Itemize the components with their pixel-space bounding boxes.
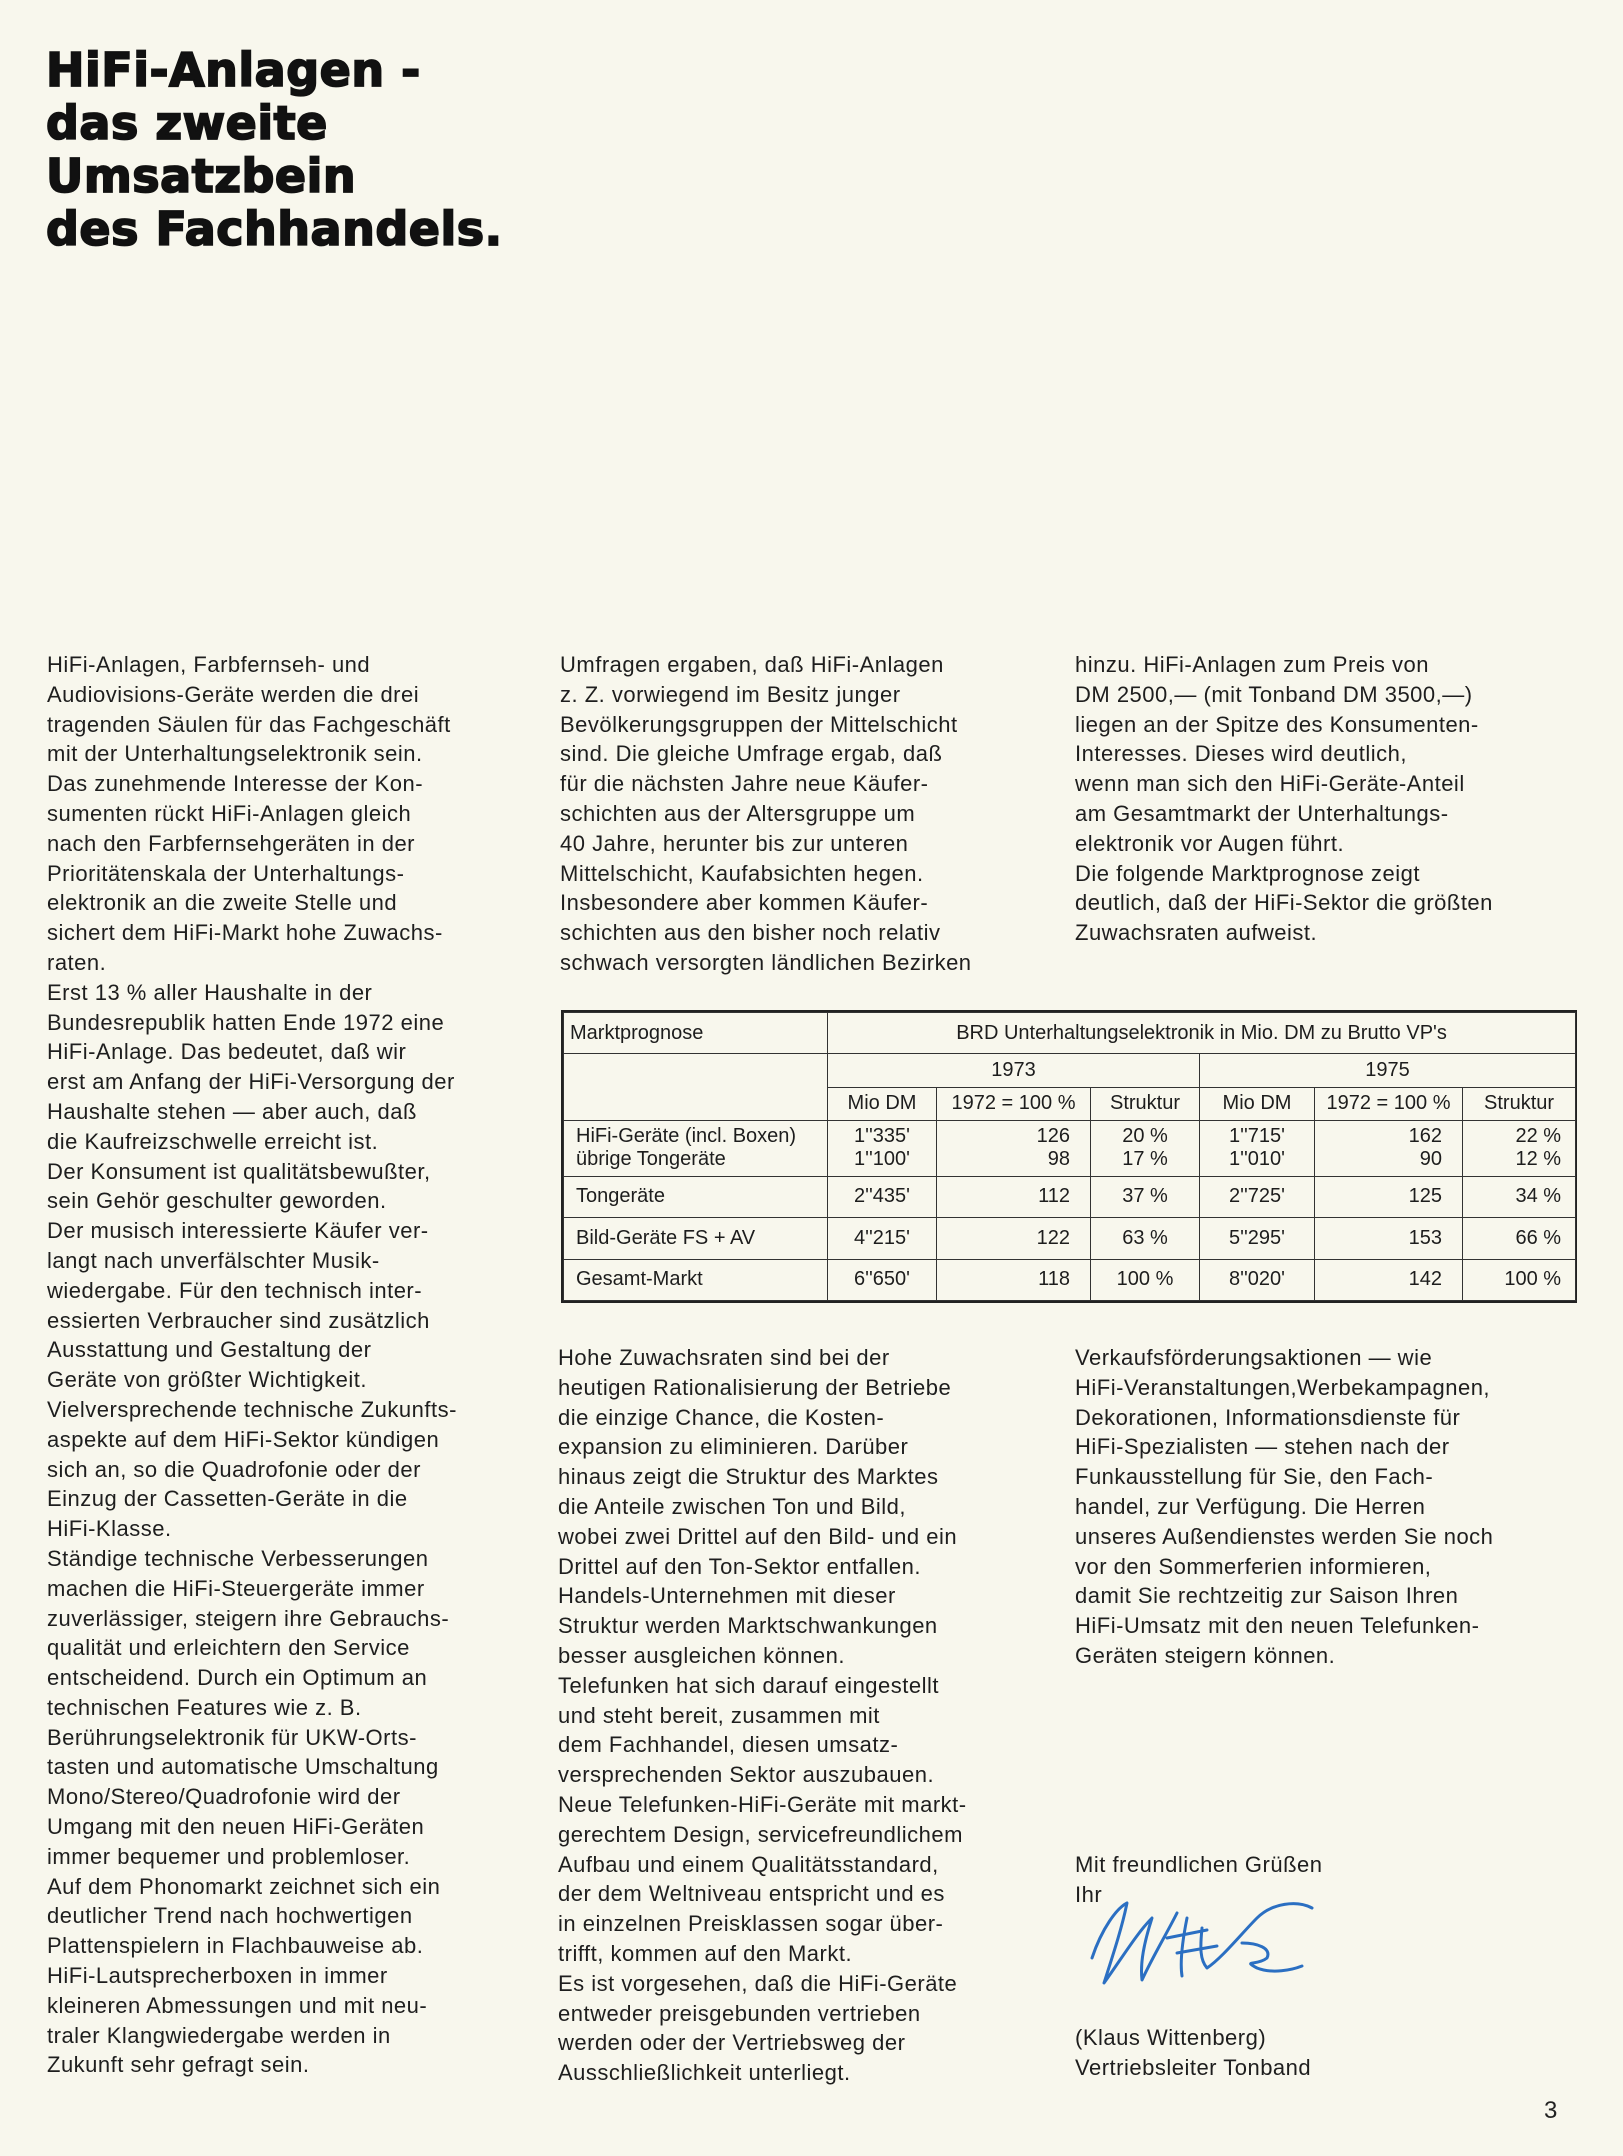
text-line: HiFi-Klasse. [47, 1516, 172, 1542]
text-line: HiFi-Lautsprecherboxen in immer [47, 1963, 388, 1989]
text-line: expansion zu eliminieren. Darüber [558, 1434, 909, 1460]
text-line: Telefunken hat sich darauf eingestellt [558, 1672, 940, 1698]
text-line: deutlicher Trend nach hochwertigen [47, 1903, 413, 1929]
text-line: sein Gehör geschulter geworden. [47, 1188, 387, 1214]
text-line: Verkaufsförderungsaktionen — wie [1075, 1345, 1433, 1370]
text-line: unseres Außendienstes werden Sie noch [1075, 1523, 1494, 1549]
text-line: Drittel auf den Ton-Sektor entfallen. [558, 1553, 921, 1579]
headline-line: das zweite [46, 96, 328, 150]
text-line: Geräten steigern können. [1075, 1642, 1336, 1668]
text-line: sichert dem HiFi-Markt hohe Zuwachs- [47, 920, 443, 946]
subheader-mio: Mio DM [828, 1087, 937, 1120]
text-line: hinaus zeigt die Struktur des Marktes [558, 1464, 939, 1490]
text-line: HiFi-Anlagen, Farbfernseh- und [47, 652, 371, 677]
cell: 22 % 12 % [1463, 1121, 1576, 1177]
headline-line: Umsatzbein [46, 149, 357, 203]
cell: 153 [1315, 1218, 1463, 1259]
cell: 1''715' 1''010' [1200, 1121, 1315, 1177]
subheader-index: 1972 = 100 % [1315, 1087, 1463, 1120]
cell: 8''020' [1200, 1259, 1315, 1300]
text-line: der dem Weltniveau entspricht und es [558, 1881, 945, 1907]
text-line: für die nächsten Jahre neue Käufer- [560, 771, 929, 797]
text-line: Bundesrepublik hatten Ende 1972 eine [47, 1009, 445, 1035]
text-line: HiFi-Anlage. Das bedeutet, daß wir [47, 1039, 407, 1065]
text-line: am Gesamtmarkt der Unterhaltungs- [1075, 800, 1449, 826]
text-line: Ausstattung und Gestaltung der [47, 1337, 372, 1363]
text-line: raten. [47, 949, 107, 975]
row-label [564, 1121, 828, 1177]
text-line: die Kaufreizschwelle erreicht ist. [47, 1128, 379, 1154]
text-line: kleineren Abmessungen und mit neu- [47, 1992, 428, 2018]
cell: 1''335' 1''100' [828, 1121, 937, 1177]
text-line: qualität und erleichtern den Service [47, 1635, 410, 1661]
text-line: schichten aus den bisher noch relativ [560, 920, 941, 946]
text-line: Zukunft sehr gefragt sein. [47, 2052, 310, 2078]
body-column-4 [558, 1343, 1058, 2088]
cell: 112 [937, 1176, 1091, 1217]
text-line: erst am Anfang der HiFi-Versorgung der [47, 1069, 455, 1095]
text-line: liegen an der Spitze des Konsumenten- [1075, 711, 1479, 737]
text-line: Ständige technische Verbesserungen [47, 1545, 429, 1571]
cell: 126 98 [937, 1121, 1091, 1177]
text-line: dem Fachhandel, diesen umsatz- [558, 1732, 899, 1758]
subheader-mio: Mio DM [1200, 1087, 1315, 1120]
text-line: 40 Jahre, herunter bis zur unteren [560, 830, 909, 856]
text-line: Ausschließlichkeit unterliegt. [558, 2060, 851, 2086]
text-line: machen die HiFi-Steuergeräte immer [47, 1575, 425, 1601]
text-line: versprechenden Sektor auszubauen. [558, 1762, 935, 1788]
text-line: trifft, kommen auf den Markt. [558, 1940, 853, 1966]
subheader-struktur: Struktur [1091, 1087, 1200, 1120]
text-line: (Klaus Wittenberg) [1075, 2025, 1267, 2050]
text-line: wiedergabe. Für den technisch inter- [47, 1277, 423, 1303]
cell: 34 % [1463, 1176, 1576, 1217]
text-line: Zuwachsraten aufweist. [1075, 920, 1318, 946]
text-line: Neue Telefunken-HiFi-Geräte mit markt- [558, 1791, 967, 1817]
table-row [564, 1176, 1576, 1217]
row-label-hifi: HiFi-Geräte (incl. Boxen) [576, 1125, 797, 1148]
table-corner-empty [564, 1054, 828, 1121]
headline-line: des Fachhandels. [46, 202, 503, 256]
text-line: Prioritätenskala der Unterhaltungs- [47, 860, 405, 886]
text-line: entweder preisgebunden vertrieben [558, 2000, 921, 2026]
text-line: aspekte auf dem HiFi-Sektor kündigen [47, 1426, 440, 1452]
table-row [564, 1259, 1576, 1300]
text-line: Vielversprechende technische Zukunfts- [47, 1396, 457, 1422]
text-line: schichten aus der Altersgruppe um [560, 800, 916, 826]
text-line: Handels-Unternehmen mit dieser [558, 1583, 896, 1609]
text-line: Bevölkerungsgruppen der Mittelschicht [560, 711, 958, 737]
text-line: elektronik an die zweite Stelle und [47, 890, 398, 916]
text-line: schwach versorgten ländlichen Bezirken [560, 949, 972, 975]
text-line: essierten Verbraucher sind zusätzlich [47, 1307, 430, 1333]
headline-line: HiFi-Anlagen - [46, 43, 421, 97]
text-line: und steht bereit, zusammen mit [558, 1702, 880, 1728]
text-line: Einzug der Cassetten-Geräte in die [47, 1486, 408, 1512]
text-line: Struktur werden Marktschwankungen [558, 1613, 938, 1639]
text-line: werden oder der Vertriebsweg der [558, 2030, 906, 2056]
text-line: gerechtem Design, servicefreundlichem [558, 1821, 963, 1847]
text-line: handel, zur Verfügung. Die Herren [1075, 1493, 1426, 1519]
text-line: Insbesondere aber kommen Käufer- [560, 890, 929, 916]
table-title: BRD Unterhaltungselektronik in Mio. DM zu Brutto VP's [828, 1013, 1576, 1054]
cell: 5''295' [1200, 1218, 1315, 1259]
text-line: Dekorationen, Informationsdienste für [1075, 1404, 1461, 1430]
text-line: Der Konsument ist qualitätsbewußter, [47, 1158, 431, 1184]
year-header-1975: 1975 [1200, 1054, 1576, 1087]
text-line: Plattenspielern in Flachbauweise ab. [47, 1933, 424, 1959]
text-line: deutlich, daß der HiFi-Sektor die größten [1075, 890, 1493, 916]
cell: 4''215' [828, 1218, 937, 1259]
text-line: immer bequemer und problemloser. [47, 1843, 411, 1869]
market-forecast-table [561, 1010, 1577, 1303]
text-line: HiFi-Umsatz mit den neuen Telefunken- [1075, 1613, 1480, 1639]
text-line: heutigen Rationalisierung der Betriebe [558, 1374, 952, 1400]
cell: 122 [937, 1218, 1091, 1259]
text-line: Es ist vorgesehen, daß die HiFi-Geräte [558, 1970, 958, 1996]
text-line: Vertriebsleiter Tonband [1075, 2054, 1312, 2080]
text-line: Aufbau und einem Qualitätsstandard, [558, 1851, 939, 1877]
cell: 142 [1315, 1259, 1463, 1300]
body-column-1 [47, 650, 547, 2080]
text-line: damit Sie rechtzeitig zur Saison Ihren [1075, 1583, 1459, 1609]
cell: 125 [1315, 1176, 1463, 1217]
text-line: Umgang mit den neuen HiFi-Geräten [47, 1814, 425, 1840]
table-corner-label: Marktprognose [564, 1013, 828, 1054]
text-line: die einzige Chance, die Kosten- [558, 1404, 885, 1430]
text-line: in einzelnen Preisklassen sogar über- [558, 1911, 944, 1937]
text-line: elektronik vor Augen führt. [1075, 830, 1345, 856]
text-line: Funkausstellung für Sie, den Fach- [1075, 1464, 1434, 1490]
row-label: Bild-Geräte FS + AV [564, 1218, 828, 1259]
table-row [564, 1218, 1576, 1259]
cell: 37 % [1091, 1176, 1200, 1217]
text-line: Umfragen ergaben, daß HiFi-Anlagen [560, 652, 944, 677]
text-line: Hohe Zuwachsraten sind bei der [558, 1345, 890, 1370]
cell: 162 90 [1315, 1121, 1463, 1177]
text-line: besser ausgleichen können. [558, 1642, 845, 1668]
text-line: Ihr [1075, 1881, 1103, 1907]
body-column-3 [1075, 650, 1595, 948]
cell: 20 % 17 % [1091, 1121, 1200, 1177]
year-header-1973: 1973 [828, 1054, 1200, 1087]
text-line: Berührungselektronik für UKW-Orts- [47, 1724, 417, 1750]
text-line: Der musisch interessierte Käufer ver- [47, 1218, 429, 1244]
text-line: HiFi-Veranstaltungen,Werbekampagnen, [1075, 1374, 1491, 1400]
cell: 100 % [1463, 1259, 1576, 1300]
page-number: 3 [1544, 2097, 1558, 2124]
text-line: nach den Farbfernsehgeräten in der [47, 830, 416, 856]
text-line: zuverlässiger, steigern ihre Gebrauchs- [47, 1605, 450, 1631]
row-label: Tongeräte [564, 1176, 828, 1217]
text-line: wobei zwei Drittel auf den Bild- und ein [558, 1523, 958, 1549]
text-line: mit der Unterhaltungselektronik sein. [47, 741, 423, 767]
text-line: tasten und automatische Umschaltung [47, 1754, 439, 1780]
text-line: sumenten rückt HiFi-Anlagen gleich [47, 800, 412, 826]
text-line: Erst 13 % aller Haushalte in der [47, 979, 373, 1005]
text-line: z. Z. vorwiegend im Besitz junger [560, 681, 901, 707]
text-line: Geräte von größter Wichtigkeit. [47, 1367, 367, 1393]
text-line: hinzu. HiFi-Anlagen zum Preis von [1075, 652, 1429, 677]
text-line: Mono/Stereo/Quadrofonie wird der [47, 1784, 401, 1810]
text-line: tragenden Säulen für das Fachgeschäft [47, 711, 451, 737]
signer-block [1075, 2023, 1575, 2083]
subheader-struktur: Struktur [1463, 1087, 1576, 1120]
body-column-5 [1075, 1343, 1595, 1671]
row-label: Gesamt-Markt [564, 1259, 828, 1300]
table-row [564, 1121, 1576, 1177]
text-line: wenn man sich den HiFi-Geräte-Anteil [1075, 771, 1465, 797]
cell: 63 % [1091, 1218, 1200, 1259]
text-line: entscheidend. Durch ein Optimum an [47, 1665, 428, 1691]
cell: 100 % [1091, 1259, 1200, 1300]
text-line: vor den Sommerferien informieren, [1075, 1553, 1432, 1579]
cell: 2''435' [828, 1176, 937, 1217]
signature [1082, 1888, 1342, 2000]
text-line: HiFi-Spezialisten — stehen nach der [1075, 1434, 1450, 1460]
text-line: Das zunehmende Interesse der Kon- [47, 771, 424, 797]
cell: 2''725' [1200, 1176, 1315, 1217]
cell: 6''650' [828, 1259, 937, 1300]
text-line: technischen Features wie z. B. [47, 1694, 362, 1720]
row-label-other: übrige Tongeräte [576, 1148, 726, 1171]
subheader-index: 1972 = 100 % [937, 1087, 1091, 1120]
text-line: DM 2500,— (mit Tonband DM 3500,—) [1075, 681, 1473, 707]
text-line: Interesses. Dieses wird deutlich, [1075, 741, 1407, 767]
text-line: Audiovisions-Geräte werden die drei [47, 681, 420, 707]
text-line: traler Klangwiedergabe werden in [47, 2022, 391, 2048]
text-line: sind. Die gleiche Umfrage ergab, daß [560, 741, 943, 767]
cell: 66 % [1463, 1218, 1576, 1259]
text-line: Auf dem Phonomarkt zeichnet sich ein [47, 1873, 441, 1899]
body-column-2 [560, 650, 1060, 978]
text-line: Mit freundlichen Grüßen [1075, 1852, 1323, 1877]
text-line: Die folgende Marktprognose zeigt [1075, 860, 1420, 886]
text-line: Haushalte stehen — aber auch, daß [47, 1098, 417, 1124]
text-line: die Anteile zwischen Ton und Bild, [558, 1493, 907, 1519]
cell: 118 [937, 1259, 1091, 1300]
text-line: sich an, so die Quadrofonie oder der [47, 1456, 421, 1482]
headline [46, 44, 503, 256]
text-line: Mittelschicht, Kaufabsichten hegen. [560, 860, 924, 886]
text-line: langt nach unverfälschter Musik- [47, 1247, 380, 1273]
